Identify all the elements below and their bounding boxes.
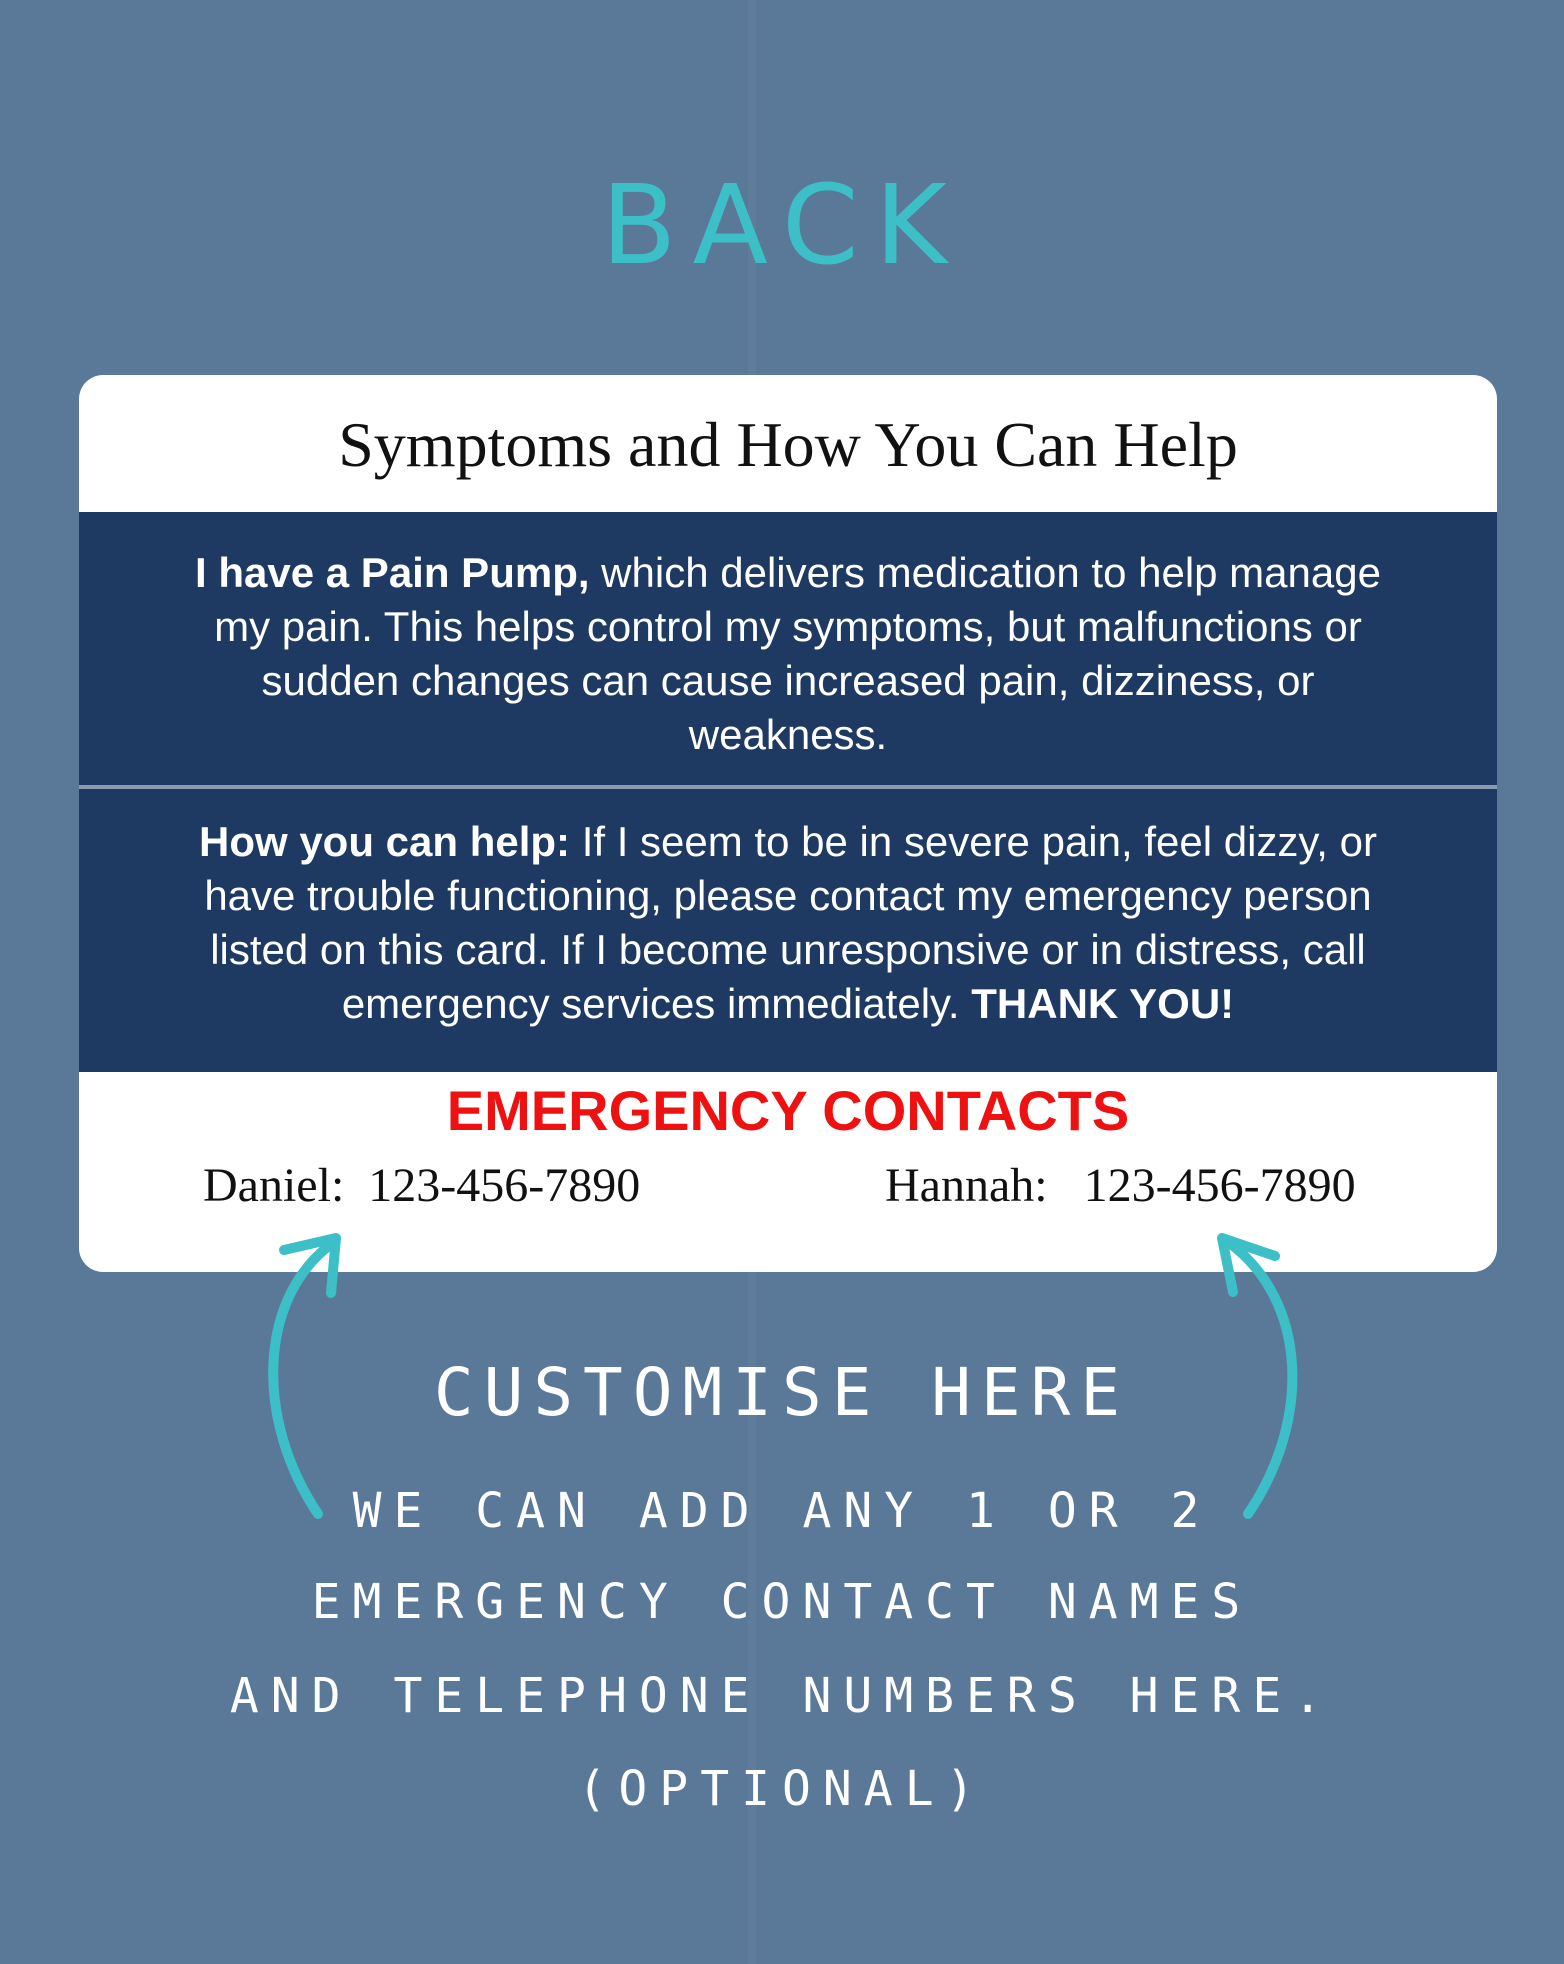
pain-pump-lead: I have a Pain Pump, <box>195 549 590 596</box>
emergency-contacts-heading: EMERGENCY CONTACTS <box>446 1079 1130 1142</box>
contact-name: Hannah: <box>885 1159 1048 1212</box>
pain-pump-text: which delivers medication to help manage my pain. This helps control my symptoms, but malfunctions or sudden changes can cause increased pain, dizziness, or weakness. <box>214 549 1381 758</box>
page-title: BACK <box>601 161 963 289</box>
contact-name: Daniel: <box>203 1159 345 1212</box>
how-to-help-lead: How you can help: <box>199 818 571 865</box>
thank-you-text: THANK YOU! <box>971 980 1235 1027</box>
contact-phone: 123-456-7890 <box>368 1159 641 1212</box>
how-to-help-text: If I seem to be in severe pain, feel dizzy, or have trouble functioning, please contact my emergency person listed on this card. If I become unresponsive or in distress, call emergency services immediately. <box>204 818 1377 1027</box>
note-line: (OPTIONAL) <box>577 1761 987 1817</box>
customise-title: CUSTOMISE HERE <box>433 1354 1131 1431</box>
note-line: AND TELEPHONE NUMBERS HERE. <box>229 1668 1335 1724</box>
contact-phone: 123-456-7890 <box>1083 1159 1356 1212</box>
note-line: EMERGENCY CONTACT NAMES <box>311 1574 1253 1630</box>
card-heading: Symptoms and How You Can Help <box>338 409 1238 480</box>
note-line: WE CAN ADD ANY 1 OR 2 <box>352 1483 1212 1539</box>
